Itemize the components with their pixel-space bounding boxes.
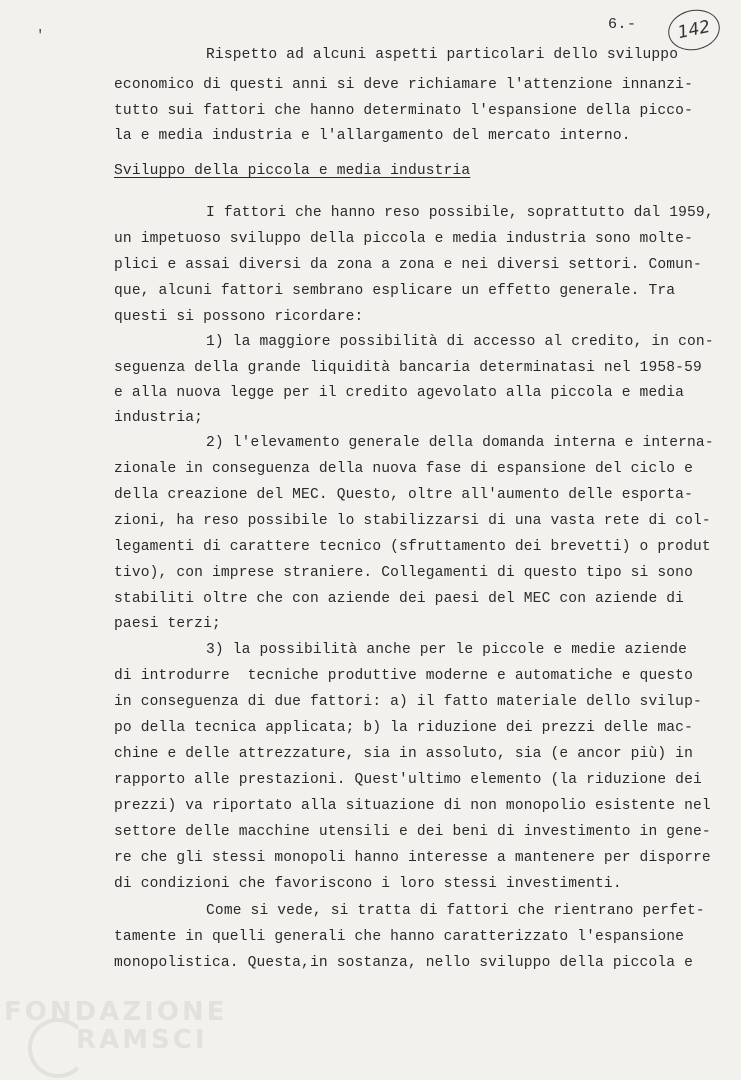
- list-item-line: stabiliti oltre che con aziende dei paesi del MEC con aziende di: [114, 591, 685, 607]
- list-item-line: paesi terzi;: [114, 616, 221, 632]
- list-item-line: e alla nuova legge per il credito agevolato alla piccola e media: [114, 385, 685, 401]
- list-item-line: di introdurre tecniche produttive moderne e automatiche e questo: [114, 668, 693, 684]
- text-line: Rispetto ad alcuni aspetti particolari dello sviluppo: [206, 47, 679, 63]
- list-item-line: re che gli stessi monopoli hanno interesse a mantenere per disporre: [114, 850, 711, 866]
- list-item-line: zioni, ha reso possibile lo stabilizzarsi di una vasta rete di col-: [114, 513, 711, 529]
- list-item-line: 2) l'elevamento generale della domanda interna e interna-: [206, 435, 714, 451]
- list-item-line: legamenti di carattere tecnico (sfruttamento dei brevetti) o produt: [114, 539, 711, 555]
- section-heading: Sviluppo della piccola e media industria: [114, 163, 471, 179]
- list-item-line: 1) la maggiore possibilità di accesso al credito, in con-: [206, 334, 714, 350]
- watermark-line: RAMSCI: [76, 1025, 208, 1055]
- list-item-line: della creazione del MEC. Questo, oltre all'aumento delle esporta-: [114, 487, 693, 503]
- list-item-line: industria;: [114, 410, 204, 426]
- page-number: 6.-: [608, 16, 637, 33]
- watermark: [4, 998, 227, 1054]
- text-line: la e media industria e l'allargamento del mercato interno.: [114, 128, 631, 144]
- text-line: monopolistica. Questa,in sostanza, nello sviluppo della piccola e: [114, 955, 693, 971]
- list-item-line: po della tecnica applicata; b) la riduzione dei prezzi delle mac-: [114, 720, 693, 736]
- list-item-line: settore delle macchine utensili e dei beni di investimento in gene-: [114, 824, 711, 840]
- list-item-line: rapporto alle prestazioni. Quest'ultimo elemento (la riduzione dei: [114, 772, 702, 788]
- text-line: I fattori che hanno reso possibile, soprattutto dal 1959,: [206, 205, 714, 221]
- text-line: tutto sui fattori che hanno determinato l'espansione della picco-: [114, 103, 693, 119]
- list-item-line: seguenza della grande liquidità bancaria determinatasi nel 1958-59: [114, 360, 702, 376]
- list-item-line: in conseguenza di due fattori: a) il fatto materiale dello svilup-: [114, 694, 702, 710]
- watermark-line: FONDAZIONE: [4, 997, 228, 1027]
- list-item-line: di condizioni che favoriscono i loro stessi investimenti.: [114, 876, 622, 892]
- text-line: tamente in quelli generali che hanno caratterizzato l'espansione: [114, 929, 685, 945]
- margin-mark: ': [36, 28, 45, 44]
- text-line: que, alcuni fattori sembrano esplicare un effetto generale. Tra: [114, 283, 676, 299]
- text-line: questi si possono ricordare:: [114, 309, 364, 325]
- text-line: Come si vede, si tratta di fattori che rientrano perfet-: [206, 903, 705, 919]
- list-item-line: 3) la possibilità anche per le piccole e medie aziende: [206, 642, 688, 658]
- list-item-line: prezzi) va riportato alla situazione di non monopolio esistente nel: [114, 798, 711, 814]
- folio-stamp: 142: [664, 5, 723, 55]
- text-line: plici e assai diversi da zona a zona e nei diversi settori. Comun-: [114, 257, 702, 273]
- list-item-line: chine e delle attrezzature, sia in assoluto, sia (e ancor più) in: [114, 746, 693, 762]
- text-line: un impetuoso sviluppo della piccola e media industria sono molte-: [114, 231, 693, 247]
- list-item-line: zionale in conseguenza della nuova fase di espansione del ciclo e: [114, 461, 693, 477]
- text-line: economico di questi anni si deve richiamare l'attenzione innanzi-: [114, 77, 693, 93]
- list-item-line: tivo), con imprese straniere. Collegamenti di questo tipo si sono: [114, 565, 693, 581]
